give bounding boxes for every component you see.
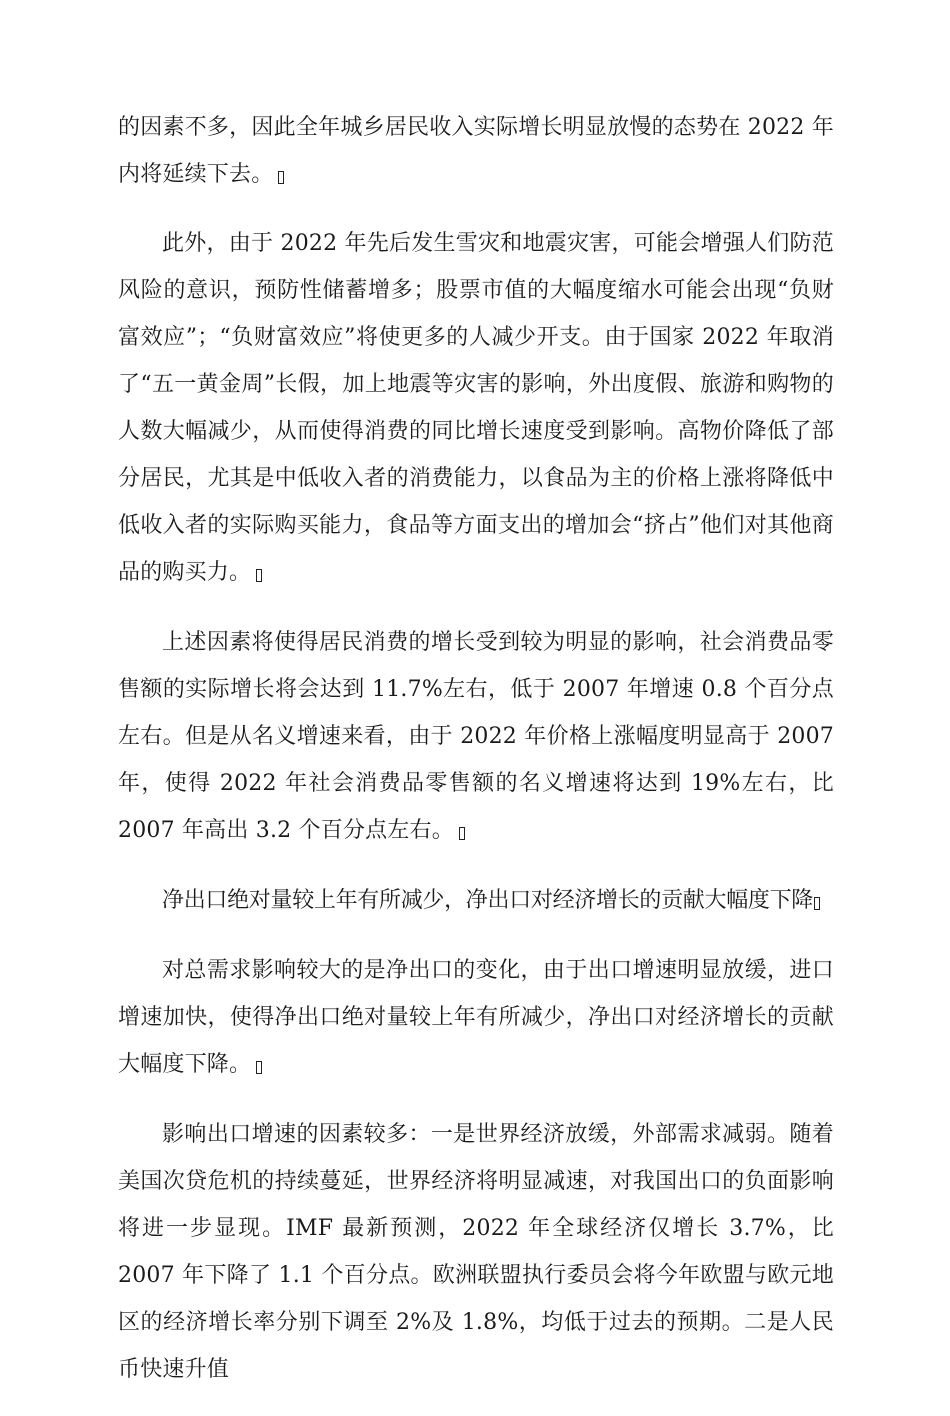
paragraph bbox=[118, 104, 834, 198]
paragraph-mark-icon bbox=[256, 1061, 262, 1074]
document-body bbox=[118, 104, 834, 1416]
paragraph-mark-icon bbox=[278, 171, 284, 184]
paragraph bbox=[118, 1111, 834, 1393]
paragraph-mark-icon bbox=[459, 827, 465, 840]
paragraph bbox=[118, 619, 834, 854]
paragraph-text: 此外，由于 2022 年先后发生雪灾和地震灾害，可能会增强人们防范风险的意识，预防性储蓄增多；股票市值的大幅度缩水可能会出现“负财富效应”；“负财富效应”将使更多的人减少开支。由于国家 2022 年取消了“五一黄金周”长假，加上地震等灾害的影响，外出度假、旅游和购物的人数大幅减少，从而使得消费的同比增长速度受到影响。高物价降低了部分居民，尤其是中低收入者的消费能力，以食品为主的价格上涨将降低中低收入者的实际购买能力，食品等方面支出的增加会“挤占”他们对其他商品的购买力。 bbox=[118, 231, 834, 585]
paragraph-text: 净出口绝对量较上年有所减少，净出口对经济增长的贡献大幅度下降 bbox=[162, 888, 814, 913]
paragraph-text: 上述因素将使得居民消费的增长受到较为明显的影响，社会消费品零售额的实际增长将会达到 11.7%左右，低于 2007 年增速 0.8 个百分点左右。但是从名义增速来看，由于 2022 年价格上涨幅度明显高于 2007 年，使得 2022 年社会消费品零售额的名义增速将达到 19%左右，比 2007 年高出 3.2 个百分点左右。 bbox=[118, 630, 834, 843]
paragraph bbox=[118, 947, 834, 1088]
paragraph-text: 影响出口增速的因素较多：一是世界经济放缓，外部需求减弱。随着美国次贷危机的持续蔓延，世界经济将明显减速，对我国出口的负面影响将进一步显现。IMF 最新预测，2022 年全球经济仅增长 3.7%，比 2007 年下降了 1.1 个百分点。欧洲联盟执行委员会将今年欧盟与欧元地区的经济增长率分别下调至 2%及 1.8%，均低于过去的预期。二是人民币快速升值 bbox=[118, 1122, 834, 1382]
paragraph-text: 对总需求影响较大的是净出口的变化，由于出口增速明显放缓，进口增速加快，使得净出口绝对量较上年有所减少，净出口对经济增长的贡献大幅度下降。 bbox=[118, 958, 834, 1077]
paragraph-mark-icon bbox=[814, 897, 820, 910]
paragraph bbox=[118, 220, 834, 596]
paragraph-mark-icon bbox=[256, 569, 262, 582]
paragraph-text: 的因素不多，因此全年城乡居民收入实际增长明显放慢的态势在 2022 年内将延续下去。 bbox=[118, 115, 834, 187]
section-heading bbox=[118, 877, 834, 924]
